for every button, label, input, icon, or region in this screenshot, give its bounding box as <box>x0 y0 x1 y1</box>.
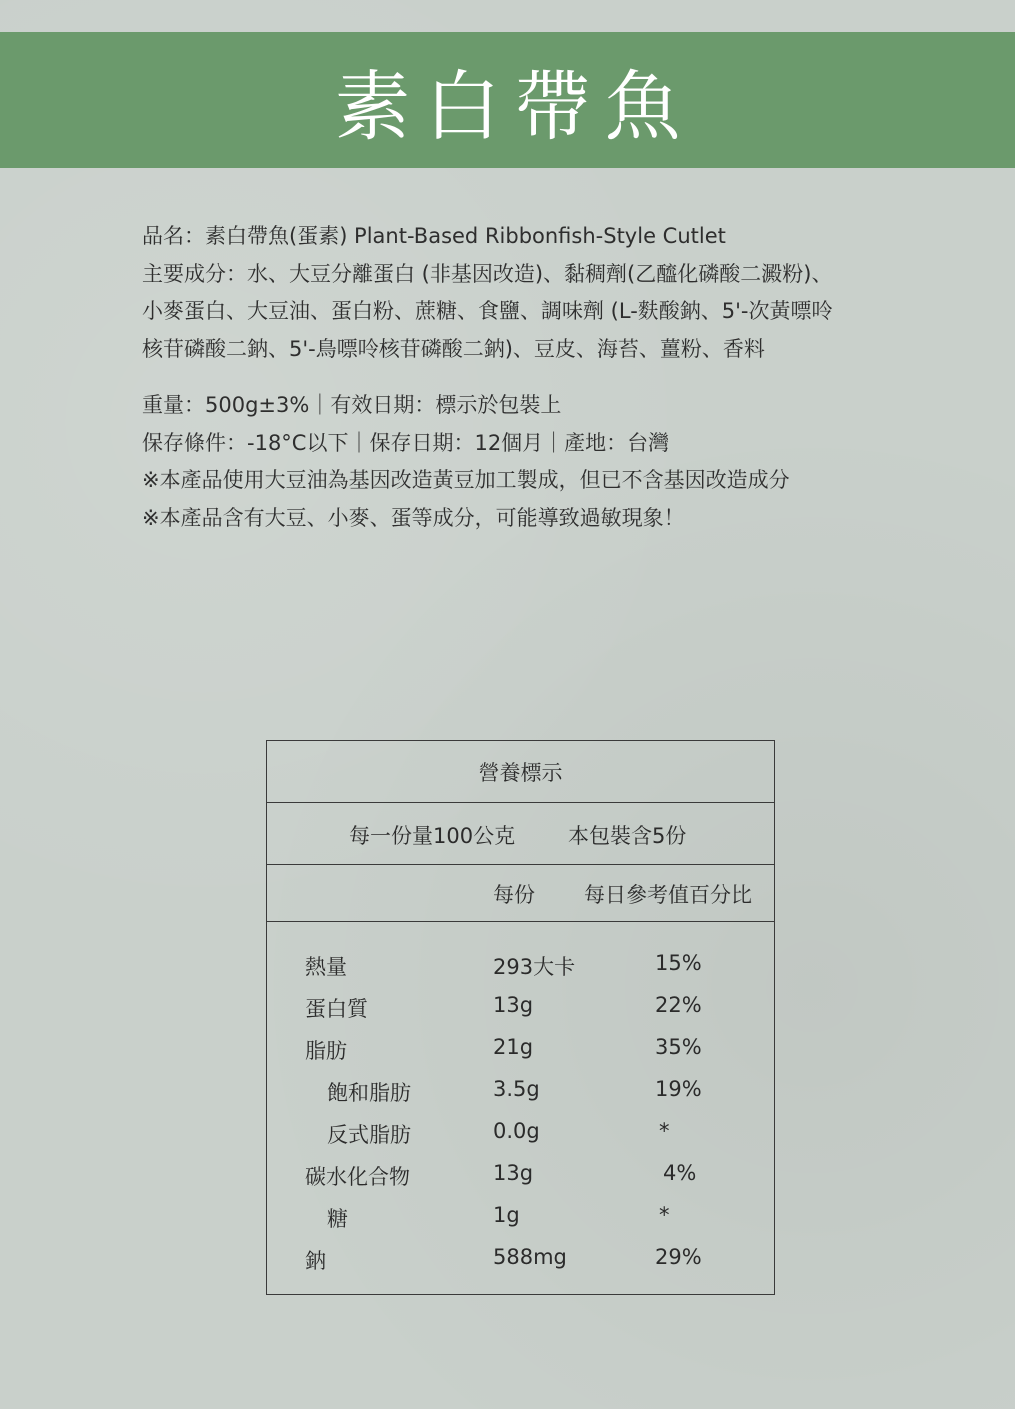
nutrient-value: 293大卡 <box>493 955 576 979</box>
nutrient-daily-pct: * <box>659 1119 670 1143</box>
info-line-ingredients-3: 核苷磷酸二鈉、5'-鳥嘌呤核苷磷酸二鈉)、豆皮、海苔、薑粉、香料 <box>142 336 765 361</box>
col-per-serving: 每份 <box>493 883 535 907</box>
nutrient-row <box>267 985 774 1027</box>
info-line-weight: 重量：500g±3%｜有效日期：標示於包裝上 <box>142 393 562 417</box>
nutrient-value: 588mg <box>493 1245 567 1269</box>
nutrient-name: 鈉 <box>305 1249 326 1273</box>
nutrient-name: 碳水化合物 <box>305 1165 410 1189</box>
nutrient-row <box>267 943 774 985</box>
nutrient-daily-pct: 19% <box>655 1077 702 1101</box>
nutrient-daily-pct: 15% <box>655 951 702 975</box>
nutrient-row <box>267 1069 774 1111</box>
nutrient-value: 13g <box>493 993 534 1017</box>
info-line-gmo-note: ※本產品使用大豆油為基因改造黃豆加工製成，但已不含基因改造成分 <box>142 468 790 492</box>
nutrient-daily-pct: 35% <box>655 1035 702 1059</box>
info-line-storage: 保存條件：-18°C以下｜保存日期：12個月｜產地：台灣 <box>142 430 670 455</box>
nutrient-value: 3.5g <box>493 1077 540 1101</box>
nutrient-value: 13g <box>493 1161 534 1185</box>
nutrient-name: 熱量 <box>305 955 347 979</box>
info-spacer <box>142 368 942 387</box>
product-info <box>142 218 942 537</box>
nutrient-daily-pct: * <box>659 1203 670 1227</box>
servings-per-pack: 本包裝含5份 <box>568 824 687 848</box>
nutrient-rows <box>267 943 774 1279</box>
nutrient-daily-pct: 4% <box>663 1161 697 1185</box>
nutrient-name: 反式脂肪 <box>327 1123 411 1147</box>
info-line-allergen-note: ※本產品含有大豆、小麥、蛋等成分，可能導致過敏現象！ <box>142 505 685 530</box>
title-banner <box>0 32 1015 168</box>
nutrition-heading: 營養標示 <box>478 760 563 785</box>
info-line-name: 品名：素白帶魚(蛋素) Plant-Based Ribbonfish-Style Cutlet <box>142 224 726 248</box>
nutrient-value: 0.0g <box>493 1119 540 1143</box>
nutrient-daily-pct: 22% <box>655 993 702 1017</box>
nutrient-value: 21g <box>493 1035 534 1059</box>
nutrient-row <box>267 1027 774 1069</box>
nutrient-row <box>267 1237 774 1279</box>
serving-size: 每一份量100公克 <box>349 824 516 848</box>
nutrient-row <box>267 1153 774 1195</box>
nutrient-row <box>267 1195 774 1237</box>
info-line-ingredients-2: 小麥蛋白、大豆油、蛋白粉、蔗糖、食鹽、調味劑 (L-麩酸鈉、5'-次黃嘌呤 <box>142 299 833 323</box>
nutrient-name: 飽和脂肪 <box>327 1081 411 1105</box>
serving-row <box>267 803 774 865</box>
info-line-ingredients-1: 主要成分：水、大豆分離蛋白 (非基因改造)、黏稠劑(乙醯化磷酸二澱粉)、 <box>142 261 833 286</box>
nutrient-name: 脂肪 <box>305 1039 347 1063</box>
nutrient-daily-pct: 29% <box>655 1245 702 1269</box>
product-title: 素白帶魚 <box>334 61 695 151</box>
nutrition-panel <box>266 740 775 1295</box>
nutrient-name: 糖 <box>327 1207 348 1231</box>
col-daily-value: 每日參考值百分比 <box>584 883 752 907</box>
nutrient-name: 蛋白質 <box>305 997 368 1021</box>
nutrition-heading-row <box>267 741 774 803</box>
column-header-row <box>267 865 774 922</box>
nutrient-row <box>267 1111 774 1153</box>
nutrient-value: 1g <box>493 1203 520 1227</box>
